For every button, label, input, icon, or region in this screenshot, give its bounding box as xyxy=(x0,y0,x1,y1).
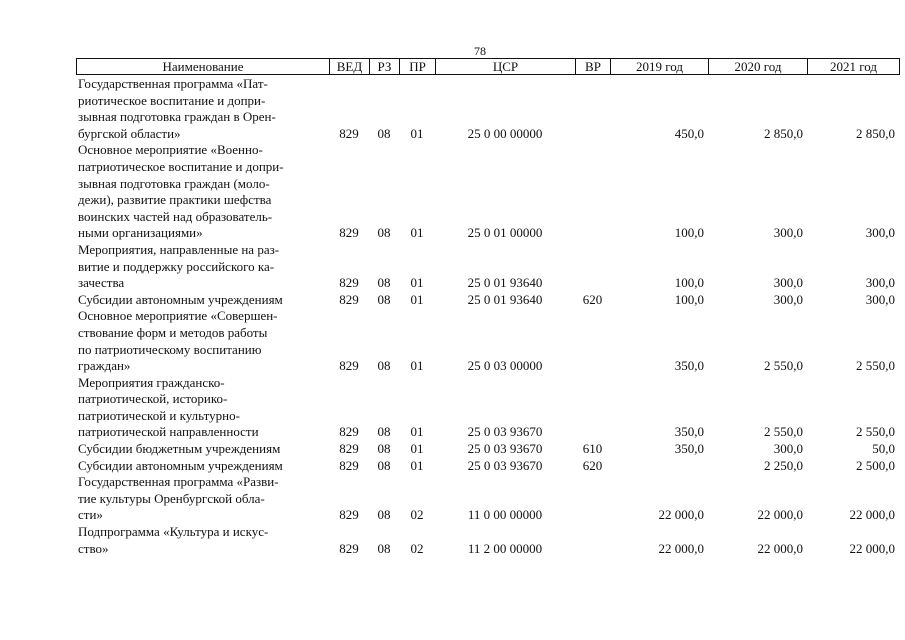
cell-2020: 300,0 xyxy=(773,291,803,307)
cell-2021: 300,0 xyxy=(865,291,895,307)
cell-vr xyxy=(575,375,610,441)
row-name xyxy=(76,375,329,441)
cell-rz: 08 xyxy=(377,441,391,457)
cell-csr: 25 0 01 93640 xyxy=(467,291,543,307)
table-row xyxy=(76,375,899,441)
column-header-pr: ПР xyxy=(400,59,436,75)
cell-2020: 300,0 xyxy=(773,441,803,457)
cell-pr: 01 xyxy=(410,424,424,440)
cell-2020: 2 550,0 xyxy=(764,358,803,374)
cell-csr: 25 0 01 00000 xyxy=(467,225,543,241)
row-name xyxy=(76,524,329,557)
cell-pr: 01 xyxy=(410,441,424,457)
row-name-line: ствование форм и методов работы xyxy=(78,324,268,340)
cell-2021: 2 550,0 xyxy=(856,424,895,440)
row-name-line: ство» xyxy=(78,540,109,556)
table-row xyxy=(76,308,899,374)
row-name xyxy=(76,142,329,242)
table-row xyxy=(76,242,899,292)
cell-ved: 829 xyxy=(339,441,359,457)
cell-pr: 01 xyxy=(410,225,424,241)
row-name xyxy=(76,474,329,524)
column-header-2021: 2021 год xyxy=(808,59,900,75)
cell-vr xyxy=(575,474,610,524)
cell-2019: 350,0 xyxy=(674,441,704,457)
cell-2019: 450,0 xyxy=(674,125,704,141)
cell-2019: 100,0 xyxy=(674,291,704,307)
cell-2019: 350,0 xyxy=(674,358,704,374)
row-name xyxy=(76,242,329,292)
cell-2021: 50,0 xyxy=(872,441,895,457)
cell-vr xyxy=(575,76,610,142)
cell-vr xyxy=(575,142,610,242)
cell-2020: 2 550,0 xyxy=(764,424,803,440)
cell-2020: 300,0 xyxy=(773,275,803,291)
cell-2020: 22 000,0 xyxy=(757,507,803,523)
cell-vr: 610 xyxy=(582,441,603,457)
cell-csr: 25 0 01 93640 xyxy=(467,275,543,291)
cell-2019: 22 000,0 xyxy=(658,540,704,556)
cell-pr: 01 xyxy=(410,291,424,307)
cell-ved: 829 xyxy=(339,125,359,141)
cell-vr xyxy=(575,308,610,374)
cell-rz: 08 xyxy=(377,275,391,291)
cell-2021: 2 500,0 xyxy=(856,457,895,473)
column-header-name: Наименование xyxy=(77,59,330,75)
cell-2019: 100,0 xyxy=(674,225,704,241)
cell-csr: 25 0 00 00000 xyxy=(467,125,543,141)
cell-csr: 25 0 03 93670 xyxy=(467,424,543,440)
cell-vr: 620 xyxy=(582,291,603,307)
row-name-line: Государственная программа «Пат- xyxy=(78,76,268,91)
row-name-line: дежи), развитие практики шефства xyxy=(78,192,272,208)
table-header xyxy=(76,58,900,75)
cell-rz: 08 xyxy=(377,457,391,473)
cell-pr: 01 xyxy=(410,275,424,291)
column-header-2020: 2020 год xyxy=(709,59,808,75)
cell-ved: 829 xyxy=(339,275,359,291)
cell-rz: 08 xyxy=(377,507,391,523)
column-header-csr: ЦСР xyxy=(436,59,576,75)
row-name-line: патриотической и культурно- xyxy=(78,407,240,423)
cell-rz: 08 xyxy=(377,424,391,440)
budget-table xyxy=(76,76,899,557)
cell-vr: 620 xyxy=(582,457,603,473)
cell-csr: 25 0 03 93670 xyxy=(467,457,543,473)
cell-vr xyxy=(575,242,610,292)
cell-pr: 01 xyxy=(410,125,424,141)
cell-2020: 2 850,0 xyxy=(764,125,803,141)
row-name-line: зывная подготовка граждан (моло- xyxy=(78,175,270,191)
cell-2021: 2 550,0 xyxy=(856,358,895,374)
row-name-line: воинских частей над образователь- xyxy=(78,208,273,224)
row-name-line: Субсидии бюджетным учреждениям xyxy=(78,441,281,457)
table-row xyxy=(76,474,899,524)
cell-ved: 829 xyxy=(339,507,359,523)
table-row xyxy=(76,524,899,557)
cell-2021: 300,0 xyxy=(865,225,895,241)
row-name xyxy=(76,308,329,374)
cell-pr: 01 xyxy=(410,457,424,473)
row-name-line: Основное мероприятие «Совершен- xyxy=(78,308,278,324)
cell-pr: 02 xyxy=(410,507,424,523)
cell-csr: 25 0 03 00000 xyxy=(467,358,543,374)
row-name-line: Государственная программа «Разви- xyxy=(78,474,279,490)
cell-rz: 08 xyxy=(377,540,391,556)
cell-2021: 300,0 xyxy=(865,275,895,291)
row-name xyxy=(76,441,329,458)
cell-csr: 11 2 00 00000 xyxy=(467,540,543,556)
cell-ved: 829 xyxy=(339,457,359,473)
cell-rz: 08 xyxy=(377,125,391,141)
cell-rz: 08 xyxy=(377,358,391,374)
cell-2019: 22 000,0 xyxy=(658,507,704,523)
table-row xyxy=(76,292,899,309)
cell-2020: 22 000,0 xyxy=(757,540,803,556)
row-name-line: граждан» xyxy=(78,358,131,374)
row-name-line: риотическое воспитание и допри- xyxy=(78,92,266,108)
cell-2019: 100,0 xyxy=(674,275,704,291)
page-number: 78 xyxy=(474,44,486,58)
row-name-line: патриотическое воспитание и допри- xyxy=(78,158,284,174)
row-name-line: патриотической направленности xyxy=(78,424,259,440)
row-name-line: Основное мероприятие «Военно- xyxy=(78,142,263,158)
row-name-line: патриотической, историко- xyxy=(78,391,228,407)
cell-ved: 829 xyxy=(339,291,359,307)
cell-2019: 350,0 xyxy=(674,424,704,440)
cell-2021: 22 000,0 xyxy=(849,507,895,523)
cell-csr: 25 0 03 93670 xyxy=(467,441,543,457)
cell-ved: 829 xyxy=(339,358,359,374)
table-row xyxy=(76,142,899,242)
cell-2021: 2 850,0 xyxy=(856,125,895,141)
cell-2020: 2 250,0 xyxy=(764,457,803,473)
row-name-line: Субсидии автономным учреждениям xyxy=(78,457,283,473)
row-name-line: Мероприятия гражданско- xyxy=(78,374,225,390)
row-name-line: ными организациями» xyxy=(78,225,203,241)
row-name-line: витие и поддержку российского ка- xyxy=(78,258,275,274)
row-name xyxy=(76,76,329,142)
row-name-line: сти» xyxy=(78,507,103,523)
cell-pr: 01 xyxy=(410,358,424,374)
row-name xyxy=(76,292,329,309)
column-header-vr: ВР xyxy=(576,59,611,75)
cell-2020: 300,0 xyxy=(773,225,803,241)
row-name-line: тие культуры Оренбургской обла- xyxy=(78,490,265,506)
table-row xyxy=(76,458,899,475)
cell-2021: 22 000,0 xyxy=(849,540,895,556)
row-name-line: зывная подготовка граждан в Орен- xyxy=(78,109,276,125)
cell-rz: 08 xyxy=(377,291,391,307)
cell-ved: 829 xyxy=(339,424,359,440)
column-header-rz: РЗ xyxy=(370,59,400,75)
row-name xyxy=(76,458,329,475)
column-header-2019: 2019 год xyxy=(611,59,709,75)
table-row xyxy=(76,76,899,142)
cell-rz: 08 xyxy=(377,225,391,241)
cell-csr: 11 0 00 00000 xyxy=(467,507,543,523)
row-name-line: Подпрограмма «Культура и искус- xyxy=(78,524,269,540)
header-row xyxy=(77,59,900,75)
row-name-line: зачества xyxy=(78,275,125,291)
cell-pr: 02 xyxy=(410,540,424,556)
row-name-line: Мероприятия, направленные на раз- xyxy=(78,241,280,257)
cell-vr xyxy=(575,524,610,557)
column-header-ved: ВЕД xyxy=(330,59,370,75)
cell-ved: 829 xyxy=(339,540,359,556)
row-name-line: по патриотическому воспитанию xyxy=(78,341,262,357)
cell-2019 xyxy=(610,458,708,475)
row-name-line: Субсидии автономным учреждениям xyxy=(78,291,283,307)
row-name-line: бургской области» xyxy=(78,125,181,141)
cell-ved: 829 xyxy=(339,225,359,241)
table-row xyxy=(76,441,899,458)
